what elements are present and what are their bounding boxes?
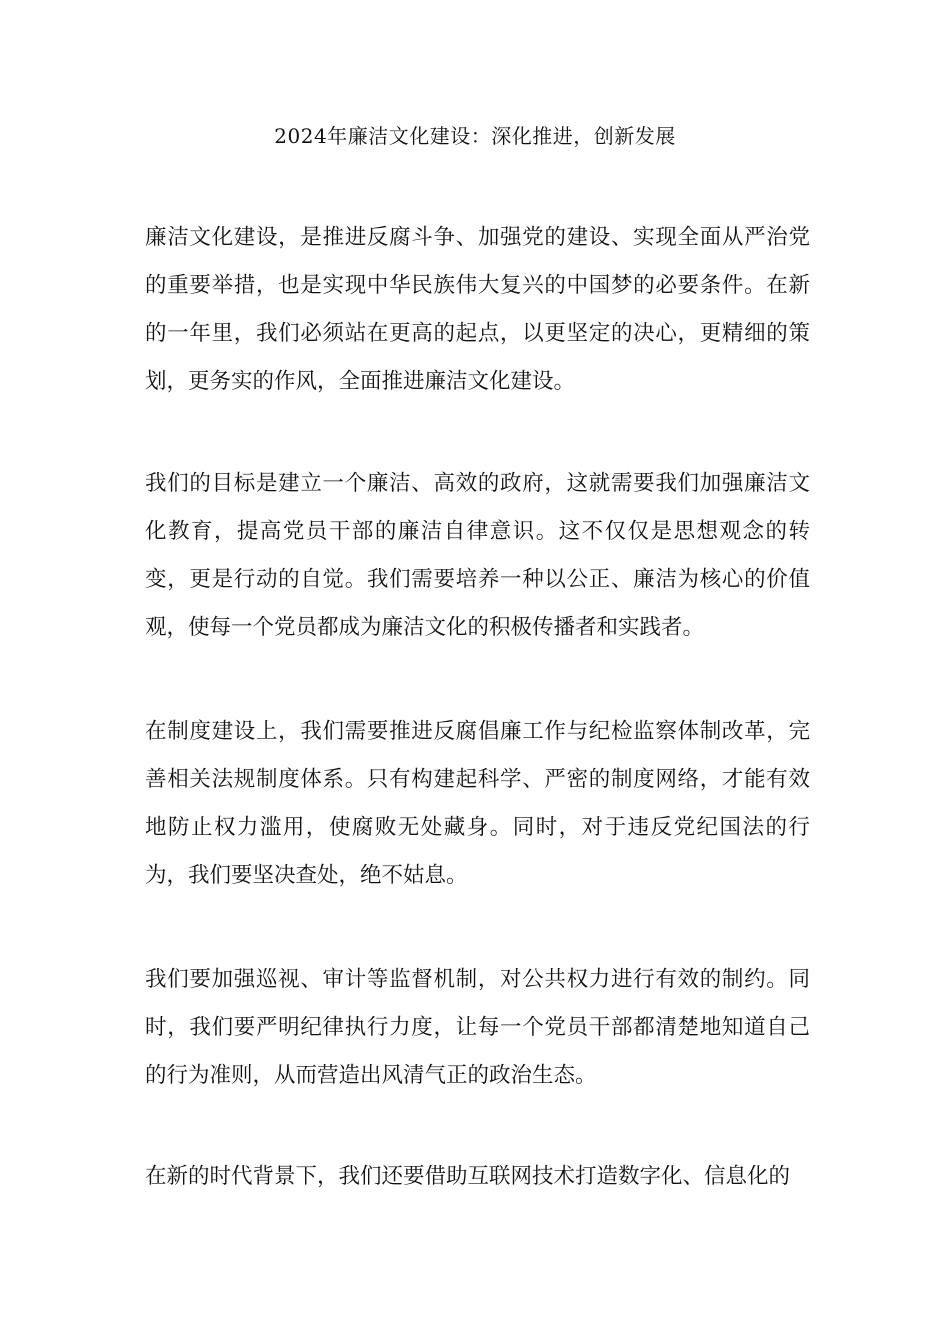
- paragraph-4: 我们要加强巡视、审计等监督机制，对公共权力进行有效的制约。同时，我们要严明纪律执行力度，让每一个党员干部都清楚地知道自己的行为准则，从而营造出风清气正的政治生态。: [145, 967, 810, 1088]
- paragraph-1: 廉洁文化建设，是推进反腐斗争、加强党的建设、实现全面从严治党的重要举措，也是实现中华民族伟大复兴的中国梦的必要条件。在新的一年里，我们必须站在更高的起点，以更坚定的决心，更精细的策划，更务实的作风，全面推进廉洁文化建设。: [145, 225, 810, 394]
- document-title: 2024年廉洁文化建设：深化推进，创新发展: [274, 124, 676, 148]
- paragraph-3: 在制度建设上，我们需要推进反腐倡廉工作与纪检监察体制改革，完善相关法规制度体系。只有构建起科学、严密的制度网络，才能有效地防止权力滥用，使腐败无处藏身。同时，对于违反党纪国法的行为，我们要坚决查处，绝不姑息。: [145, 719, 810, 888]
- paragraph-2: 我们的目标是建立一个廉洁、高效的政府，这就需要我们加强廉洁文化教育，提高党员干部的廉洁自律意识。这不仅仅是思想观念的转变，更是行动的自觉。我们需要培养一种以公正、廉洁为核心的价值观，使每一个党员都成为廉洁文化的积极传播者和实践者。: [145, 471, 810, 640]
- paragraph-5: 在新的时代背景下，我们还要借助互联网技术打造数字化、信息化的: [145, 1164, 791, 1189]
